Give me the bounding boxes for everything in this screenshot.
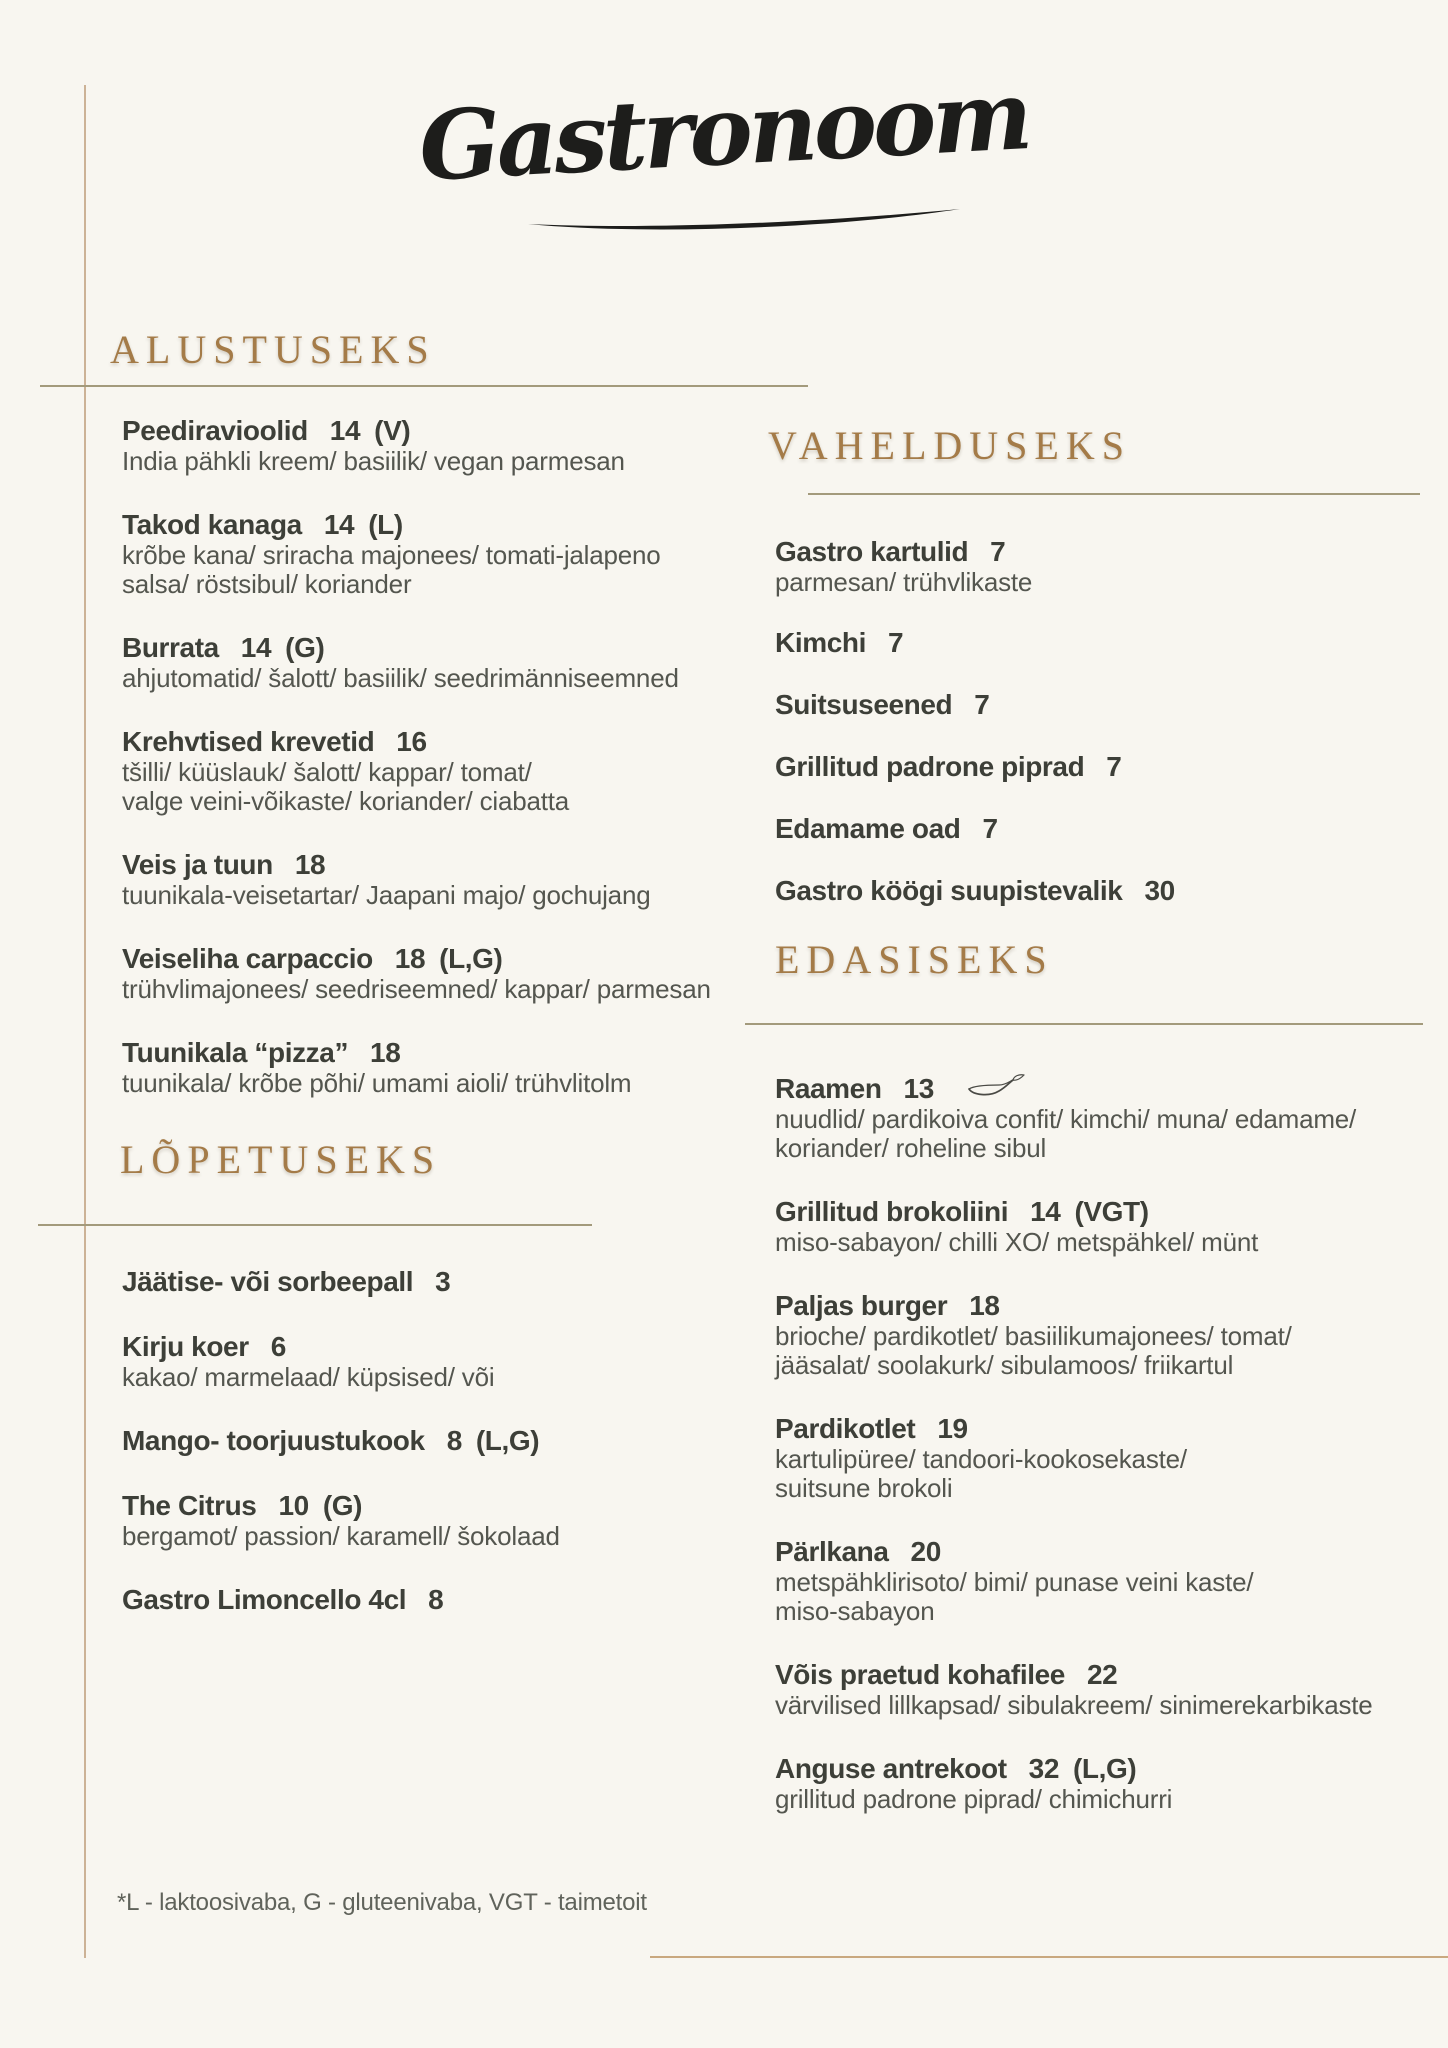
item-description	[122, 881, 762, 910]
menu-item-title	[775, 1412, 1415, 1445]
item-description	[775, 1322, 1415, 1380]
item-name: Krehvtised krevetid	[122, 726, 375, 757]
menu-item-title	[122, 1265, 762, 1298]
item-description-line: suitsune brokoli	[775, 1473, 953, 1503]
item-description	[122, 758, 762, 816]
menu-item	[775, 1289, 1415, 1380]
menu-item-title	[775, 1535, 1415, 1568]
section-title: VAHELDUSEKS	[768, 423, 1131, 468]
item-name: Võis praetud kohafilee	[775, 1659, 1065, 1690]
menu-item-title	[122, 848, 762, 881]
section-underline	[38, 1224, 592, 1226]
section-title: LÕPETUSEKS	[120, 1137, 442, 1182]
item-name: Mango- toorjuustukook	[122, 1425, 425, 1456]
item-description-line: jääsalat/ soolakurk/ sibulamoos/ friikartul	[775, 1350, 1234, 1380]
item-price: 19	[937, 1413, 968, 1444]
bottom-border-line	[650, 1956, 1448, 1958]
menu-item-title	[122, 1036, 762, 1069]
menu-item-title	[775, 1289, 1415, 1322]
item-dietary-code: (VGT)	[1074, 1196, 1149, 1227]
menu-item	[775, 1535, 1415, 1626]
chili-pepper-icon	[964, 1072, 1028, 1100]
item-price: 7	[974, 689, 990, 720]
section-title: ALUSTUSEKS	[110, 327, 436, 372]
item-price: 16	[396, 726, 427, 757]
menu-item-title	[775, 1658, 1415, 1691]
menu-item	[775, 535, 1415, 597]
item-price: 22	[1086, 1659, 1118, 1690]
item-description	[122, 975, 762, 1004]
item-description-line: brioche/ pardikotlet/ basiilikumajonees/ tomat/	[775, 1321, 1292, 1351]
item-price: 3	[435, 1266, 451, 1297]
item-price: 14	[323, 509, 355, 540]
dietary-footnote: *L - laktoosivaba, G - gluteenivaba, VGT - taimetoit	[117, 1889, 647, 1916]
item-price: 6	[270, 1331, 286, 1362]
item-name: Gastro kartulid	[775, 536, 969, 567]
menu-item-title	[775, 874, 1415, 907]
item-name: Jäätise- või sorbeepall	[122, 1266, 414, 1297]
item-name: Veiseliha carpaccio	[122, 943, 373, 974]
item-description-line: valge veini-võikaste/ koriander/ ciabatta	[122, 786, 570, 816]
logo-underline-swash	[524, 206, 964, 232]
item-name: Edamame oad	[775, 813, 961, 844]
menu-item	[122, 1583, 762, 1616]
menu-item-title	[775, 1752, 1415, 1785]
menu-item	[122, 1489, 762, 1551]
item-description	[775, 1568, 1415, 1626]
item-price: 18	[294, 849, 326, 880]
menu-item-title	[122, 942, 762, 975]
item-name: Veis ja tuun	[122, 849, 273, 880]
item-name: Paljas burger	[775, 1290, 948, 1321]
item-description-line: parmesan/ trühvlikaste	[775, 567, 1033, 597]
menu-item-title	[122, 1583, 762, 1616]
menu-item-title	[775, 626, 1415, 659]
item-price: 7	[887, 627, 904, 658]
menu-item	[122, 1265, 762, 1298]
item-description-line: ahjutomatid/ šalott/ basiilik/ seedrimänniseemned	[122, 663, 679, 693]
item-price: 32	[1028, 1753, 1059, 1784]
section-items	[122, 1265, 762, 1648]
item-name: Suitsuseened	[775, 689, 953, 720]
item-description	[775, 1105, 1415, 1163]
menu-item-title	[122, 631, 762, 664]
item-name: Anguse antrekoot	[775, 1753, 1007, 1784]
menu-item-title	[122, 725, 762, 758]
item-price: 7	[990, 536, 1006, 567]
menu-item	[775, 688, 1415, 721]
item-dietary-code: (L,G)	[439, 943, 503, 974]
item-description-line: salsa/ röstsibul/ koriander	[122, 569, 412, 599]
item-dietary-code: (V)	[374, 415, 411, 446]
menu-item-title	[775, 1195, 1415, 1228]
item-description-line: krõbe kana/ sriracha majonees/ tomati-jalapeno	[122, 540, 661, 570]
item-description-line: kartulipüree/ tandoori-kookosekaste/	[775, 1444, 1187, 1474]
item-description-line: tšilli/ küüslauk/ šalott/ kappar/ tomat/	[122, 757, 532, 787]
menu-item-title	[775, 688, 1415, 721]
menu-item-title	[122, 1424, 762, 1457]
item-price: 14	[1030, 1196, 1061, 1227]
item-price: 14	[240, 632, 272, 663]
item-description	[122, 1363, 762, 1392]
menu-item	[122, 725, 762, 816]
section-underline	[745, 1023, 1423, 1025]
menu-item	[775, 1752, 1415, 1814]
item-description-line: kakao/ marmelaad/ küpsised/ või	[122, 1362, 495, 1392]
item-name: The Citrus	[122, 1490, 257, 1521]
item-price: 18	[370, 1037, 401, 1068]
item-description-line: miso-sabayon	[775, 1596, 935, 1626]
menu-item	[122, 1424, 762, 1457]
item-price: 7	[982, 813, 998, 844]
menu-item	[122, 414, 762, 476]
menu-item	[775, 626, 1415, 659]
menu-item	[775, 1658, 1415, 1720]
item-dietary-code: (G)	[322, 1490, 363, 1521]
item-description-line: trühvlimajonees/ seedriseemned/ kappar/ parmesan	[122, 974, 711, 1004]
item-dietary-code: (L,G)	[475, 1425, 540, 1456]
item-dietary-code: (G)	[285, 632, 325, 663]
menu-item	[122, 1330, 762, 1392]
item-description-line: tuunikala-veisetartar/ Jaapani majo/ gochujang	[122, 880, 651, 910]
item-price: 7	[1106, 751, 1122, 782]
item-description-line: miso-sabayon/ chilli XO/ metspähkel/ münt	[775, 1227, 1259, 1257]
section-items	[775, 1072, 1415, 1846]
item-price: 18	[969, 1290, 1000, 1321]
item-dietary-code: (L)	[368, 509, 403, 540]
item-name: Tuunikala “pizza”	[122, 1037, 349, 1068]
item-description	[775, 1445, 1415, 1503]
menu-item	[122, 848, 762, 910]
item-name: Takod kanaga	[122, 509, 302, 540]
item-description	[122, 1522, 762, 1551]
item-description	[775, 1691, 1415, 1720]
menu-item-title	[122, 1330, 762, 1363]
item-description	[775, 568, 1415, 597]
restaurant-name: Gastronoom	[416, 60, 1032, 203]
item-name: Grillitud brokoliini	[775, 1196, 1009, 1227]
item-description-line: koriander/ roheline sibul	[775, 1133, 1047, 1163]
restaurant-logo	[364, 60, 1084, 244]
menu-item	[775, 750, 1415, 783]
item-description-line: nuudlid/ pardikoiva confit/ kimchi/ muna/ edamame/	[775, 1104, 1357, 1134]
item-name: Gastro köögi suupistevalik	[775, 875, 1123, 906]
item-description	[122, 541, 762, 599]
menu-item	[775, 1412, 1415, 1503]
section-underline	[40, 385, 808, 387]
menu-item-title	[122, 508, 762, 541]
item-name: Grillitud padrone piprad	[775, 751, 1085, 782]
item-name: Pardikotlet	[775, 1413, 916, 1444]
item-name: Pärlkana	[775, 1536, 889, 1567]
item-description	[775, 1785, 1415, 1814]
section-title: EDASISEKS	[775, 937, 1054, 982]
item-description-line: India pähkli kreem/ basiilik/ vegan parmesan	[122, 446, 625, 476]
item-description	[122, 664, 762, 693]
menu-item-title	[122, 1489, 762, 1522]
menu-item	[122, 942, 762, 1004]
item-description	[775, 1228, 1415, 1257]
menu-item-title	[775, 535, 1415, 568]
item-name: Kirju koer	[122, 1331, 249, 1362]
item-price: 18	[394, 943, 426, 974]
section-underline	[808, 493, 1420, 495]
item-price: 13	[903, 1073, 934, 1104]
item-name: Burrata	[122, 632, 219, 663]
section-items	[775, 535, 1415, 936]
item-description-line: bergamot/ passion/ karamell/ šokolaad	[122, 1521, 560, 1551]
item-price: 8	[446, 1425, 462, 1456]
left-border-line	[84, 85, 86, 1958]
item-description-line: metspähklirisoto/ bimi/ punase veini kaste/	[775, 1567, 1254, 1597]
item-description-line: värvilised lillkapsad/ sibulakreem/ sinimerekarbikaste	[775, 1690, 1373, 1720]
item-price: 8	[428, 1584, 444, 1615]
item-name: Raamen	[775, 1073, 882, 1104]
menu-item	[122, 508, 762, 599]
menu-item-title	[775, 1072, 1415, 1105]
menu-item-title	[775, 750, 1415, 783]
item-dietary-code: (L,G)	[1073, 1753, 1137, 1784]
section-items	[122, 414, 762, 1130]
item-description-line: grillitud padrone piprad/ chimichurri	[775, 1784, 1173, 1814]
menu-item	[775, 874, 1415, 907]
menu-item-title	[122, 414, 762, 447]
item-description	[122, 447, 762, 476]
menu-item	[122, 631, 762, 693]
menu-item	[775, 1195, 1415, 1257]
item-price: 10	[278, 1490, 309, 1521]
item-price: 14	[329, 415, 361, 446]
item-price: 30	[1144, 875, 1175, 906]
item-description	[122, 1069, 762, 1098]
menu-item-title	[775, 812, 1415, 845]
menu-item	[775, 1072, 1415, 1163]
item-price: 20	[910, 1536, 941, 1567]
item-name: Kimchi	[775, 627, 866, 658]
item-name: Peediravioolid	[122, 415, 308, 446]
menu-item	[122, 1036, 762, 1098]
menu-item	[775, 812, 1415, 845]
item-name: Gastro Limoncello 4cl	[122, 1584, 407, 1615]
item-description-line: tuunikala/ krõbe põhi/ umami aioli/ trühvlitolm	[122, 1068, 632, 1098]
